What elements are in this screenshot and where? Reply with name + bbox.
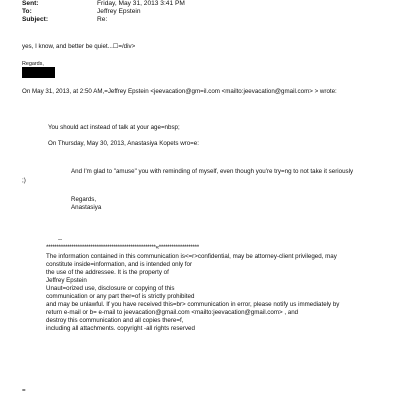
- disclaimer-line: The information contained in this communication is<=r>confidential, may be attorney-client privileged, may: [46, 253, 337, 260]
- subject-label: Subject:: [22, 16, 49, 23]
- disclaimer-line: constitute inside=information, and is intended only for: [46, 261, 193, 268]
- to-value: Jeffrey Epstein: [97, 8, 141, 15]
- quote-line-1: You should act instead of talk at your age=nbsp;: [48, 124, 180, 131]
- separator-stars: ****************************************************«*******************: [46, 244, 199, 251]
- redaction-block: [22, 67, 55, 78]
- reply-line: yes, I know, and better be quiet...☐=/div>: [22, 43, 136, 50]
- disclaimer-line: Unaut=orized use, disclosure or copying of this: [46, 285, 175, 292]
- disclaimer-line: and may be unlawful. If you have received this=br> communication in error, please notify us immediately by: [46, 301, 340, 308]
- signoff-name: Anastasiya: [71, 204, 102, 211]
- quote-header-2: On Thursday, May 30, 2013, Anastasiya Kopets wro=e:: [48, 140, 199, 147]
- disclaimer-line: communication or any part ther=of is strictly prohibited: [46, 293, 195, 300]
- regards-text: Regards,: [22, 61, 44, 67]
- quote-header: On May 31, 2013, at 2:50 AM,=Jeffrey Epstein <jeevacation@gm=il.com <mailto:jeevacation@gmail.com> > wrote:: [22, 88, 337, 95]
- trailing-equals: =: [22, 387, 26, 394]
- to-label: To:: [22, 8, 32, 15]
- sent-label: Sent:: [22, 0, 39, 7]
- signoff-regards: Regards,: [71, 196, 97, 203]
- separator-dashes: --: [58, 236, 63, 243]
- disclaimer-line: destroy this communication and all copies there=f,: [46, 317, 184, 324]
- subject-value: Re:: [97, 16, 108, 23]
- quote-line-2: And I'm glad to "amuse" you with reminding of myself, even though you're try=ng to not take it seriously: [71, 168, 354, 175]
- disclaimer-line: Jeffrey Epstein: [46, 277, 87, 284]
- disclaimer-line: return e-mail or b= e-mail to jeevacation@gmail.com <mailto:jeevacation@gmail.com> , and: [46, 309, 299, 316]
- smiley-text: ;): [22, 177, 26, 184]
- disclaimer-line: the use of the addressee. It is the property of: [46, 269, 169, 276]
- disclaimer-line: including all attachments. copyright -all rights reserved: [46, 325, 195, 332]
- sent-value: Friday, May 31, 2013 3:41 PM: [97, 0, 185, 7]
